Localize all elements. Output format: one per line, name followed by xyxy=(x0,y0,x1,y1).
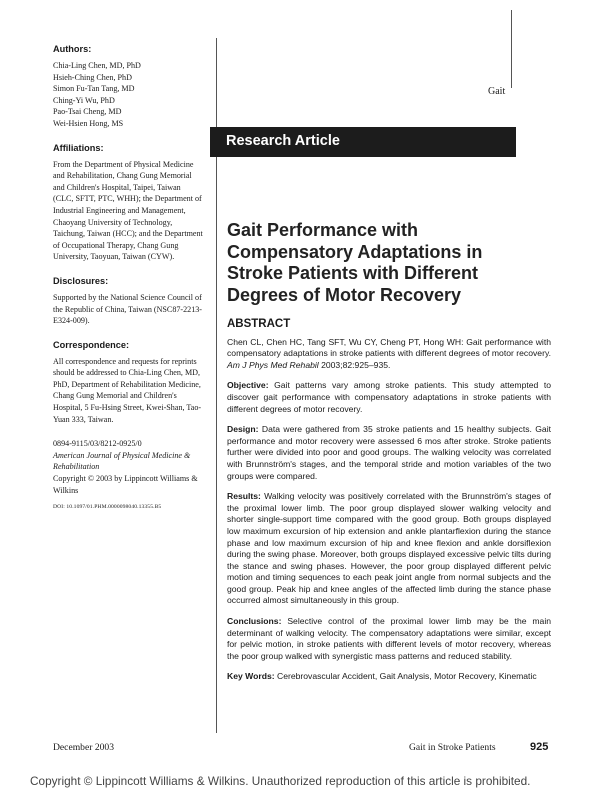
conclusions-text: Selective control of the proximal lower limb may be the main determinant of walking velocity. The compensatory adaptations were similar, except for pelvic motion, in stroke patients with different levels of motor recovery, whereas the poor group walked with synergistic mass patterns and reduced stability. xyxy=(227,616,552,661)
objective-text: Gait patterns vary among stroke patients. This study attempted to discover gait performance with compensatory adaptations in stroke patients with different degrees of motor recovery. xyxy=(227,380,551,414)
section-tag: Gait xyxy=(488,86,506,97)
disclosures-text: Supported by the National Science Council of the Republic of China, Taiwan (NSC87-2213-E324-009). xyxy=(53,292,202,326)
disclosures-section xyxy=(53,276,203,327)
citation xyxy=(227,337,551,372)
keywords-text: Cerebrovascular Accident, Gait Analysis, Motor Recovery, Kinematic xyxy=(276,671,537,682)
disclosures-heading: Disclosures: xyxy=(53,275,109,286)
objective-paragraph xyxy=(227,380,551,415)
abstract-heading: ABSTRACT xyxy=(227,318,291,330)
conclusions-label: Conclusions: xyxy=(227,616,282,627)
correspondence-text: All correspondence and requests for reprints should be addressed to Chia-Ling Chen, MD, PhD, Department of Rehabilitation Medicine, Chang Gung Memorial and Children's Hospital, 5 Fu-Hsing Street, Kwei-Shan, Tao-Yuan 333, Taiwan. xyxy=(53,356,202,424)
citation-text: Chen CL, Chen HC, Tang SFT, Wu CY, Cheng PT, Hong WH: Gait performance with compensatory adaptations in stroke patients with different degrees of motor recovery. xyxy=(227,336,551,359)
affiliations-heading: Affiliations: xyxy=(53,142,104,153)
keywords-label: Key Words: xyxy=(227,671,275,682)
journal-name: American Journal of Physical Medicine & Rehabilitation xyxy=(53,450,191,472)
keywords-paragraph xyxy=(227,671,551,683)
affiliations-text: From the Department of Physical Medicine and Rehabilitation, Chang Gung Memorial and Children's Hospital, Taipei, Taiwan (CLC, SFTT, PTC, WHH); the Department of Industrial Engineering and Management, Chaoyang University of Technology, Taichung, Taiwan (HCC); and the Department of Occupational Therapy, Chang Gung University, Taoyuan, Taiwan (CYW). xyxy=(53,159,203,262)
citation-journal: Am J Phys Med Rehabil xyxy=(227,359,319,370)
article-type-label: Research Article xyxy=(226,133,340,149)
article-title: Gait Performance with Compensatory Adaptations in Stroke Patients with Different Degrees of Motor Recovery xyxy=(227,220,483,305)
doi: DOI: 10.1097/01.PHM.0000098040.13355.B5 xyxy=(53,504,162,511)
design-paragraph xyxy=(227,424,551,482)
authors-heading: Authors: xyxy=(53,44,92,54)
design-label: Design: xyxy=(227,424,259,435)
authors-section xyxy=(53,44,203,130)
affiliations-section xyxy=(53,143,203,263)
author-name: Simon Fu-Tan Tang, MD xyxy=(53,84,135,94)
objective-label: Objective: xyxy=(227,380,269,391)
author-name: Ching-Yi Wu, PhD xyxy=(53,95,115,105)
author-name: Wei-Hsien Hong, MS xyxy=(53,118,124,128)
journal-copyright: Copyright © 2003 by Lippincott Williams & Wilkins xyxy=(53,474,198,495)
correspondence-heading: Correspondence: xyxy=(53,339,130,350)
publication-info xyxy=(53,438,203,510)
design-text: Data were gathered from 35 stroke patients and 15 healthy subjects. Gait performance and motor recovery were assessed 6 mos after stroke. Stroke patients further were divided into poor and good groups. The walking velocity was correlated with Brunnström's stages, and the temporal stride and motion variables of the two groups were compared. xyxy=(227,424,552,481)
copyright-notice: Copyright © Lippincott Williams & Wilkins. Unauthorized reproduction of this article is prohibited. xyxy=(30,774,531,788)
author-name: Pao-Tsai Cheng, MD xyxy=(53,107,122,117)
page-number: 925 xyxy=(530,741,549,753)
issn: 0894-9115/03/8212-0925/0 xyxy=(53,439,142,449)
conclusions-paragraph xyxy=(227,616,551,662)
author-name: Chia-Ling Chen, MD, PhD xyxy=(53,61,141,70)
results-text: Walking velocity was positively correlated with the Brunnström's stages of the proximal lower limb. The poor group displayed slower walking velocity and shorter single-support time compared with the good group. Both groups displayed low maximum excursion of hip extension and ankle plantarflexion during the stance phase and low maximum excursion of hip and knee flexion and ankle dorsiflexion during the swing phase. Moreover, both groups displayed excessive pelvic tilts during the stance and swing phases. However, the poor group displayed different pelvic motion and timing sequences to each peak joint angle from normal subjects and the good group. Peak hip and knee angles of the affected limb during the stance phase occurred almost simultaneously in this group. xyxy=(227,491,551,606)
results-paragraph xyxy=(227,491,551,607)
left-sidebar xyxy=(53,44,203,516)
footer-running-title: Gait in Stroke Patients xyxy=(409,742,496,753)
correspondence-section xyxy=(53,340,203,426)
vertical-rule-top xyxy=(511,10,512,88)
results-label: Results: xyxy=(227,491,261,502)
citation-reference: 2003;82:925–935. xyxy=(321,359,391,370)
author-name: Hsieh-Ching Chen, PhD xyxy=(53,72,132,82)
article-type-banner xyxy=(210,127,516,157)
footer-date: December 2003 xyxy=(53,742,115,753)
abstract xyxy=(227,319,551,692)
